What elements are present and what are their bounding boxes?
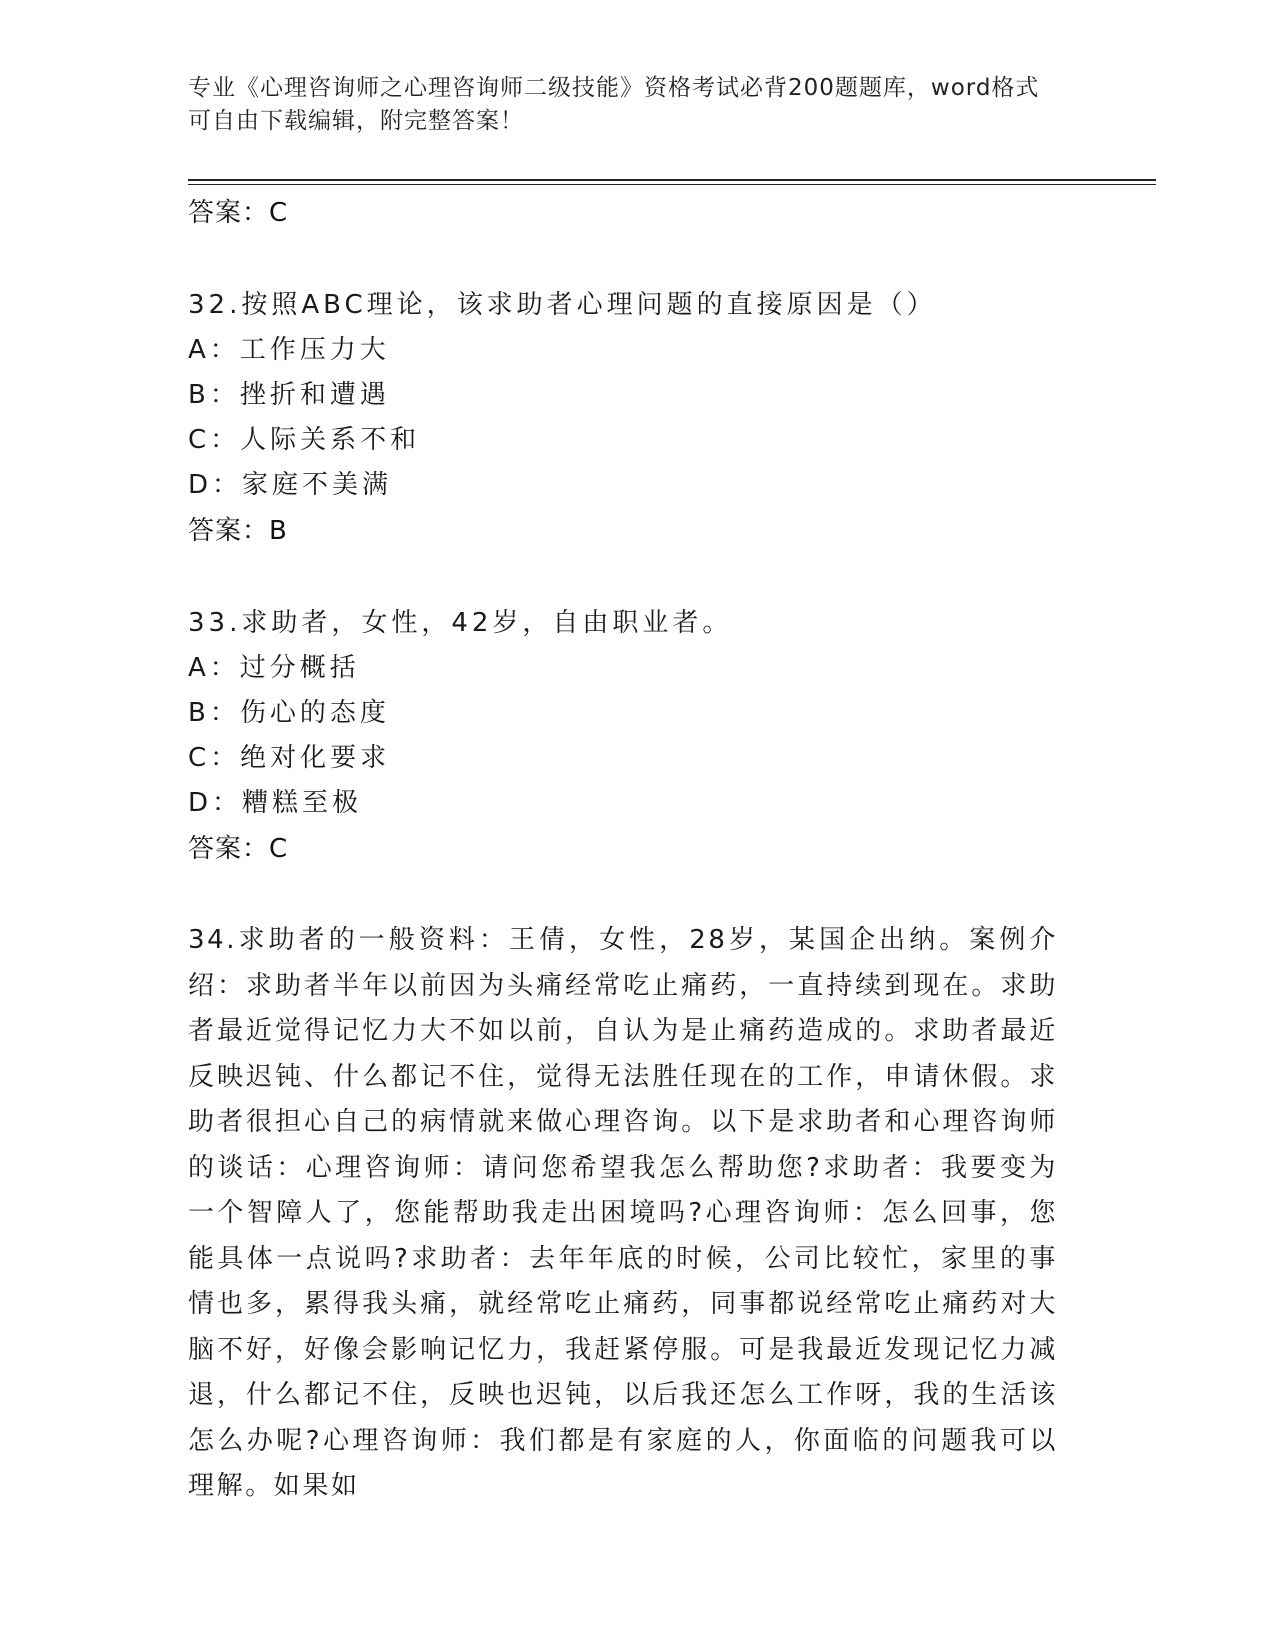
answer-31: 答案：C: [188, 198, 289, 228]
question-34-text: 34.求助者的一般资料：王倩，女性，28岁，某国企出纳。案例介绍：求助者半年以前因为头痛经常吃止痛药，一直持续到现在。求助者最近觉得记忆力大不如以前，自认为是止痛药造成的。求助者最近反映迟钝、什么都记不住，觉得无法胜任现在的工作，申请休假。求助者很担心自己的病情就来做心理咨询。以下是求助者和心理咨询师的谈话：心理咨询师：请问您希望我怎么帮助您?求助者：我要变为一个智障人了，您能帮助我走出困境吗?心理咨询师：怎么回事，您能具体一点说吗?求助者：去年年底的时候，公司比较忙，家里的事情也多，累得我头痛，就经常吃止痛药，同事都说经常吃止痛药对大脑不好，好像会影响记忆力，我赶紧停服。可是我最近发现记忆力减退，什么都记不住，反映也迟钝，以后我还怎么工作呀，我的生活该怎么办呢?心理咨询师：我们都是有家庭的人，你面临的问题我可以理解。如果如: [188, 925, 1058, 1501]
header-title-line-2: 可自由下载编辑，附完整答案！: [188, 108, 524, 134]
question-33-option-c: C：绝对化要求: [188, 743, 391, 773]
question-33-text: 33.求助者，女性，42岁，自由职业者。: [188, 608, 733, 638]
question-block-34: [188, 918, 1088, 1510]
header-divider-thin: [188, 184, 1156, 185]
spacer: [188, 554, 1088, 600]
answer-33: 答案：C: [188, 834, 289, 864]
question-32-text: 32.按照ABC理论，该求助者心理问题的直接原因是（）: [188, 290, 937, 320]
question-block-32: [188, 282, 1088, 554]
question-32-option-b: B：挫折和遭遇: [188, 380, 390, 410]
question-33-option-d: D：糟糕至极: [188, 788, 363, 818]
header-title-line-1: 专业《心理咨询师之心理咨询师二级技能》资格考试必背200题题库，word格式: [188, 75, 1040, 101]
question-content: [188, 190, 1088, 1510]
header-divider-thick: [188, 179, 1156, 181]
question-33-option-b: B：伤心的态度: [188, 698, 390, 728]
spacer: [188, 872, 1088, 918]
question-block-33: [188, 600, 1088, 872]
question-32-option-a: A：工作压力大: [188, 335, 390, 365]
spacer: [188, 236, 1088, 282]
page-header: [188, 72, 1068, 138]
question-33-option-a: A：过分概括: [188, 653, 360, 683]
answer-32: 答案：B: [188, 516, 288, 546]
question-32-option-c: C：人际关系不和: [188, 425, 421, 455]
question-32-option-d: D：家庭不美满: [188, 470, 393, 500]
